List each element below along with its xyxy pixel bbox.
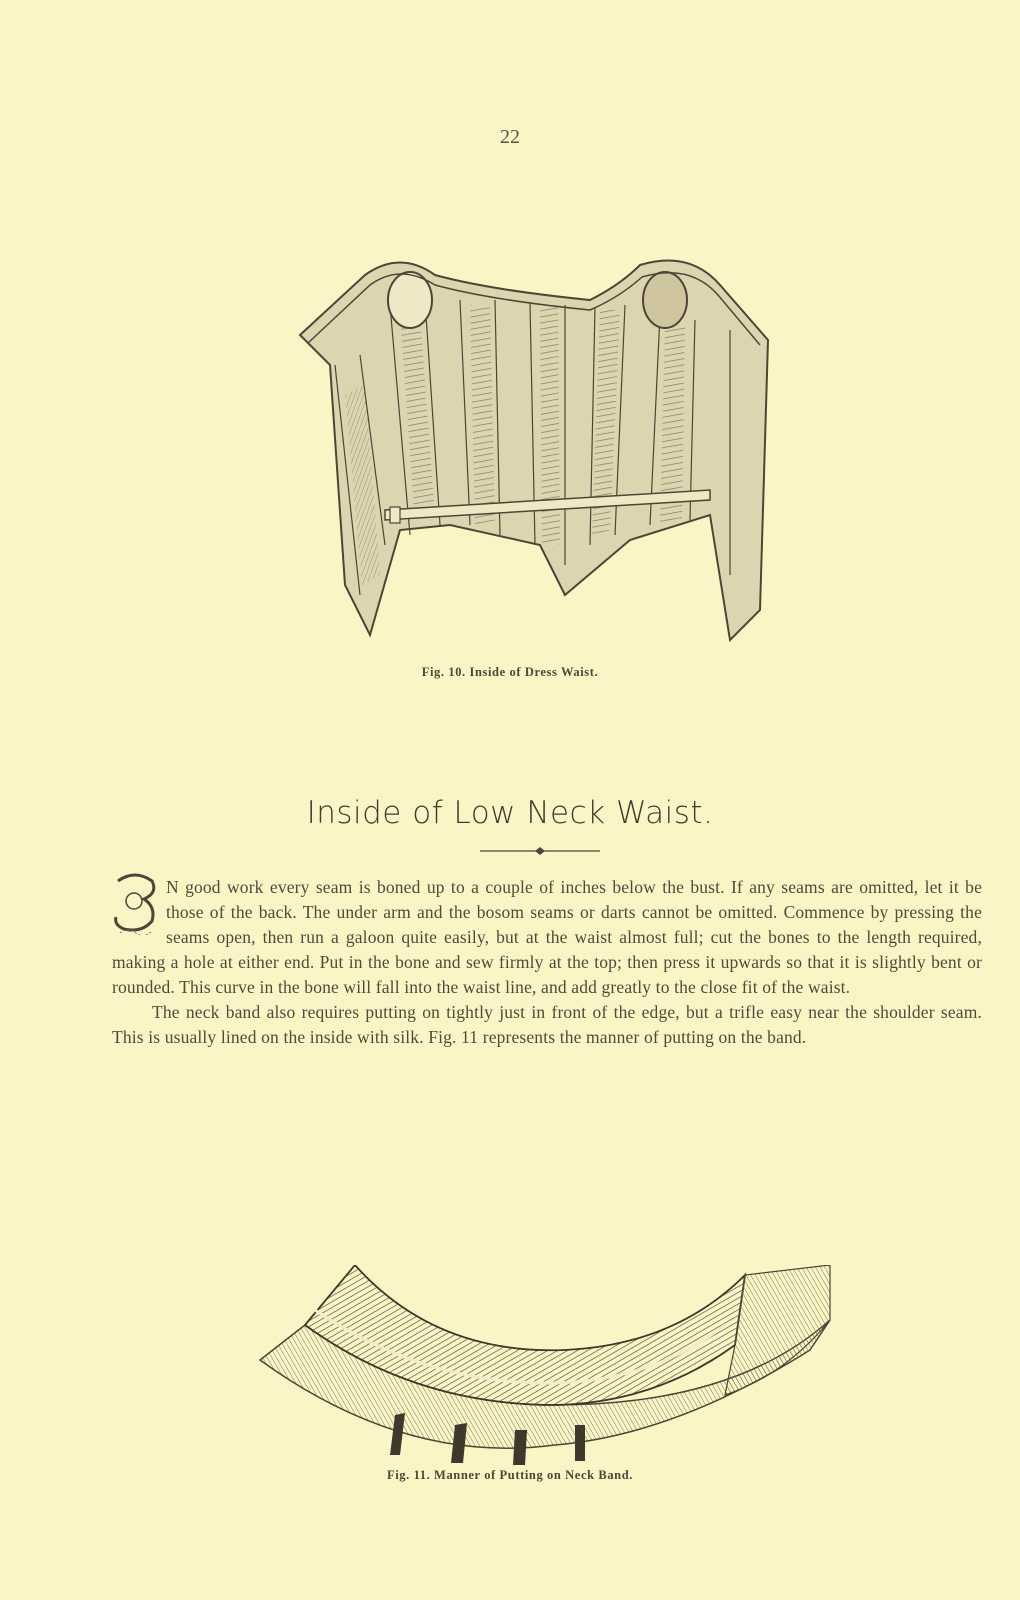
paragraph-2: The neck band also requires putting on tightly just in front of the edge, but a trifle easy near the shoulder seam. This is usually lined on the inside with silk. Fig. 11 represents the manner of putting on the band. [112, 1002, 982, 1047]
figure-11-caption: Fig. 11. Manner of Putting on Neck Band. [386, 1468, 633, 1482]
body-text [112, 875, 982, 1050]
neck-band-illustration [255, 1265, 855, 1465]
divider-ornament [480, 846, 600, 856]
dropcap-ornament [112, 873, 158, 935]
section-title: Inside of Low Neck Waist. [306, 795, 714, 831]
paragraph-1: N good work every seam is boned up to a couple of inches below the bust. If any seams are omitted, let it be those of the back. The under arm and the bosom seams or darts cannot be omitted. Commence by pressing the seams open, then run a galoon quite easily, but at the waist almost full; cut the bones to the length required, making a hole at either end. Put in the bone and sew firmly at the top; then press it upwards so that it is slightly bent or rounded. This curve in the bone will fall into the waist line, and add greatly to the close fit of the waist. [112, 877, 982, 997]
dress-waist-illustration [290, 245, 790, 660]
page-number: 22 [500, 126, 520, 148]
figure-10-caption: Fig. 10. Inside of Dress Waist. [421, 665, 599, 679]
